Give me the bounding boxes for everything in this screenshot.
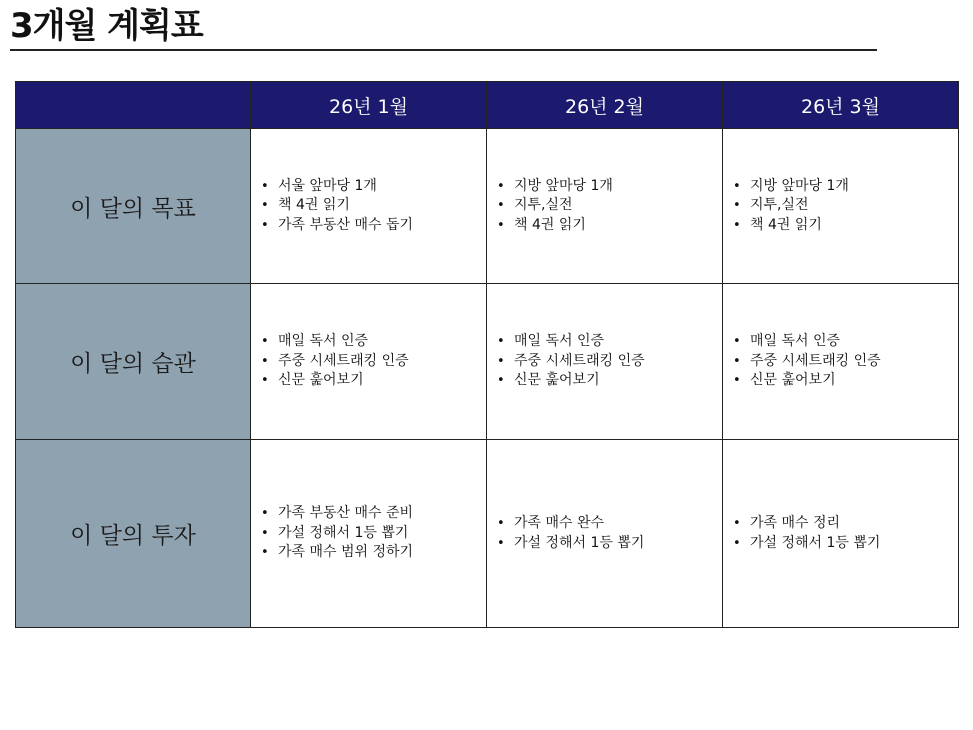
table-row-habits	[16, 284, 959, 440]
list-item: • 매일 독서 인증	[514, 332, 722, 352]
cell-habits-month-1	[251, 284, 487, 440]
list-item: • 매일 독서 인증	[278, 332, 486, 352]
cell-goals-month-3	[723, 129, 959, 284]
list-item: • 신문 훑어보기	[750, 371, 958, 391]
list-item: • 가설 정해서 1등 뽑기	[750, 534, 958, 554]
list-item: • 가족 매수 정리	[750, 514, 958, 534]
title-divider	[10, 49, 877, 51]
list-item: • 주중 시세트래킹 인증	[514, 352, 722, 372]
bullet-list	[487, 514, 722, 553]
list-item: • 가족 부동산 매수 준비	[278, 504, 486, 524]
list-item: • 지방 앞마당 1개	[514, 177, 722, 197]
row-label-investments: 이 달의 투자	[16, 440, 251, 628]
list-item: • 서울 앞마당 1개	[278, 177, 486, 197]
list-item: • 신문 훑어보기	[514, 371, 722, 391]
bullet-list	[723, 177, 958, 236]
bullet-list	[251, 504, 486, 563]
bullet-list	[251, 332, 486, 391]
cell-investments-month-3	[723, 440, 959, 628]
cell-goals-month-1	[251, 129, 487, 284]
row-label-goals: 이 달의 목표	[16, 129, 251, 284]
list-item: • 주중 시세트래킹 인증	[750, 352, 958, 372]
list-item: • 신문 훑어보기	[278, 371, 486, 391]
list-item: • 지방 앞마당 1개	[750, 177, 958, 197]
list-item: • 가설 정해서 1등 뽑기	[278, 524, 486, 544]
bullet-list	[723, 332, 958, 391]
cell-goals-month-2	[487, 129, 723, 284]
list-item: • 책 4권 읽기	[514, 216, 722, 236]
cell-investments-month-1	[251, 440, 487, 628]
list-item: • 가족 매수 범위 정하기	[278, 543, 486, 563]
row-label-habits: 이 달의 습관	[16, 284, 251, 440]
table-row-goals	[16, 129, 959, 284]
cell-investments-month-2	[487, 440, 723, 628]
table-header-row	[16, 82, 959, 129]
page-title: 3개월 계획표	[10, 6, 203, 46]
list-item: • 지투,실전	[750, 196, 958, 216]
list-item: • 매일 독서 인증	[750, 332, 958, 352]
header-corner-cell	[16, 82, 251, 129]
cell-habits-month-2	[487, 284, 723, 440]
list-item: • 책 4권 읽기	[750, 216, 958, 236]
bullet-list	[251, 177, 486, 236]
bullet-list	[487, 332, 722, 391]
cell-habits-month-3	[723, 284, 959, 440]
bullet-list	[487, 177, 722, 236]
table-row-investments	[16, 440, 959, 628]
list-item: • 가설 정해서 1등 뽑기	[514, 534, 722, 554]
column-header-month-3: 26년 3월	[723, 82, 959, 129]
bullet-list	[723, 514, 958, 553]
plan-table	[15, 81, 959, 628]
column-header-month-2: 26년 2월	[487, 82, 723, 129]
list-item: • 주중 시세트래킹 인증	[278, 352, 486, 372]
list-item: • 책 4권 읽기	[278, 196, 486, 216]
list-item: • 가족 부동산 매수 돕기	[278, 216, 486, 236]
list-item: • 지투,실전	[514, 196, 722, 216]
list-item: • 가족 매수 완수	[514, 514, 722, 534]
column-header-month-1: 26년 1월	[251, 82, 487, 129]
